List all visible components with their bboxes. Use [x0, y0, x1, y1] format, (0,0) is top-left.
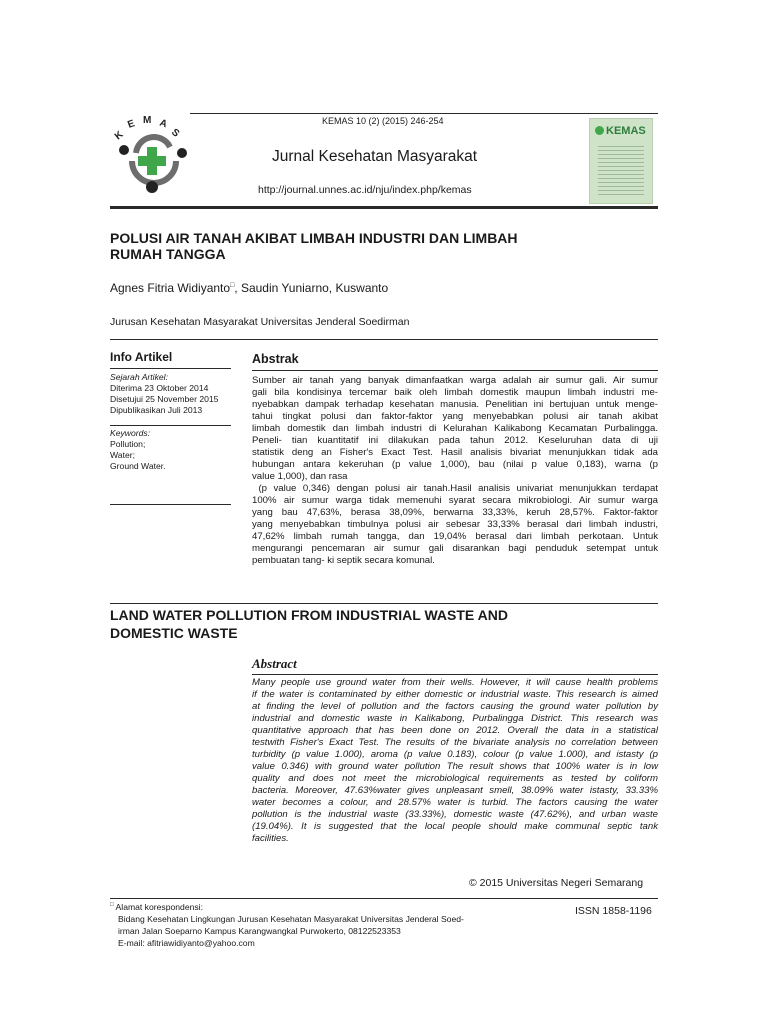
correspondence-marker: □	[110, 902, 114, 908]
svg-text:M: M	[143, 115, 152, 126]
abstrak-line: Peneli- tian kuantitatif ini dilakukan pada tahun 2012. Keseluruhan data di uji	[252, 435, 658, 446]
abstract-line: value 0.346) with ground water pollution The result shows that 100% water is in low	[252, 761, 658, 772]
copyright: © 2015 Universitas Negeri Semarang	[469, 877, 644, 889]
keyword-item: Pollution;	[110, 439, 146, 449]
keywords-label: Keywords:	[110, 428, 151, 438]
abstract-line: pollution is the industrial waste (33.33%), domestic waste (47.62%), and urban waste	[252, 809, 658, 820]
article-title-line2: RUMAH TANGGA	[110, 246, 226, 262]
abstrak-heading: Abstrak	[252, 352, 299, 366]
svg-text:K: K	[112, 129, 126, 143]
abstract-line: quantitative approach that has been done on 2012. Overall the data in a statistical	[252, 725, 658, 736]
abstract-line: Many people use ground water from their wells. However, it will cause health problems	[252, 677, 658, 688]
info-heading-rule	[110, 368, 231, 369]
history-rule	[110, 425, 231, 426]
abstract-line: bacteria. Moreover, 47.63%water gives unpleasant smell, 38.09% water istasty, 33.33%	[252, 785, 658, 796]
date-approved: Disetujui 25 November 2015	[110, 394, 219, 404]
abstract-heading-rule	[252, 674, 658, 675]
abstrak-line: yang bau 47,63%, berasa 38,09%, berwarna 33,33%, keruh 28,57%. Faktor-faktor	[252, 507, 658, 518]
author-first: Agnes Fitria Widiyanto	[110, 281, 231, 295]
abstract-line: at finding the level of pollution and the factors causing the ground water pollution by	[252, 701, 658, 712]
journal-url[interactable]: http://journal.unnes.ac.id/nju/index.php/kemas	[258, 184, 472, 196]
abstrak-line: gali bila kondisinya tercemar baik oleh limbah domestik maupun limbah industri me-	[252, 387, 658, 398]
authors	[110, 281, 388, 295]
header-bottom-rule	[110, 206, 658, 209]
date-received: Diterima 23 Oktober 2014	[110, 383, 209, 393]
english-title-line2: DOMESTIC WASTE	[110, 625, 238, 641]
abstract-line: water becomes a colour, and 28.57% water is turbid. The factors causing the water	[252, 797, 658, 808]
svg-text:S: S	[169, 126, 182, 140]
abstract-line: industrial and domestic waste in Kalikabong, Purbalingga District. This research was	[252, 713, 658, 724]
keywords-rule	[110, 504, 231, 505]
cover-title: KEMAS	[606, 125, 646, 137]
keyword-item: Ground Water.	[110, 461, 166, 471]
header-top-rule	[190, 113, 658, 114]
abstrak-line: pembuatan tang- ki septik secara komunal.	[252, 555, 435, 566]
correspondence-mark: □	[230, 282, 235, 289]
article-title-line1: POLUSI AIR TANAH AKIBAT LIMBAH INDUSTRI DAN LIMBAH	[110, 230, 518, 246]
affiliation-rule	[110, 339, 658, 340]
correspondence-heading: Alamat korespondensi:	[115, 902, 203, 912]
abstrak-line: nyebabkan dampak terhadap kesehatan manusia. Penelitian ini bertujuan untuk menge-	[252, 399, 658, 410]
abstrak-line: yang menyebabkan timbulnya polusi air sebesar 33,33% berasal dari limbah industri,	[252, 519, 658, 530]
abstract-line: if the water is contaminated by either domestic or industrial waste. This research is aimed	[252, 689, 658, 700]
abstrak-line: 100% air sumur warga tidak memenuhi syarat secara mikrobiologi. Air sumur warga	[252, 495, 658, 506]
english-title-line1: LAND WATER POLLUTION FROM INDUSTRIAL WASTE AND	[110, 607, 508, 623]
svg-text:A: A	[157, 117, 169, 131]
abstract-line: quality and does not meet the microbiological requirements as tested by coliform	[252, 773, 658, 784]
abstrak-line: tahui tingkat polusi dan faktor-faktor yang menyebabkan polusi air tanah akibat	[252, 411, 658, 422]
footer-rule	[110, 898, 658, 899]
abstract-line: (19.04%). It is suggested that the local people should make communal septic tank	[252, 821, 658, 832]
correspondence-label	[110, 902, 203, 912]
author-rest: , Saudin Yuniarno, Kuswanto	[234, 281, 389, 295]
journal-cover	[589, 118, 653, 204]
abstrak-line: hubungan antara kekeruhan (p value 1,000), bau (nilai p value 0,183), warna (p	[252, 459, 658, 470]
abstrak-line: 47,62% limbah rumah tangga, dan 19,04% berasal dari limbah perkotaan. Untuk	[252, 531, 658, 542]
correspondence-email[interactable]: E-mail: afitriawidiyanto@yahoo.com	[118, 938, 255, 948]
kemas-logo-graphic	[110, 113, 194, 195]
abstract-heading: Abstract	[252, 656, 297, 671]
abstrak-line: (p value 0,346) dengan polusi air tanah.Hasil analisis univariat menunjukkan terdapat	[252, 483, 658, 494]
correspondence-line: irman Jalan Soeparno Kampus Karangwangkal Purwokerto, 08122523353	[118, 926, 401, 936]
abstrak-line: mengurangi pencemaran air sumur gali disarankan bagi penduduk setempat untuk	[252, 543, 658, 554]
info-heading: Info Artikel	[110, 350, 173, 364]
kemas-logo	[110, 113, 194, 195]
citation: KEMAS 10 (2) (2015) 246-254	[322, 116, 444, 126]
issn: ISSN 1858-1196	[575, 905, 652, 917]
english-title-rule	[110, 603, 658, 604]
svg-text:E: E	[126, 118, 137, 131]
journal-title: Jurnal Kesehatan Masyarakat	[272, 148, 478, 165]
abstract-line: testwith Fisher's Exact Test. The results of the bivariate analysis no correlation between	[252, 737, 658, 748]
history-label: Sejarah Artikel:	[110, 372, 168, 382]
abstract-line: facilities.	[252, 833, 289, 844]
abstract-body	[252, 677, 658, 845]
abstrak-heading-rule	[252, 370, 658, 371]
cover-text-block	[598, 143, 644, 197]
abstrak-line: Sumber air tanah yang banyak dimanfaatkan warga adalah air sumur gali. Air sumur	[252, 375, 658, 386]
abstrak-line: statistik deng an Fisher's Exact Test. Hasil analisis bivariat menunjukkan tidak ada	[252, 447, 658, 458]
keyword-item: Water;	[110, 450, 135, 460]
abstrak-line: limbah domestik dan limbah industri di Kelurahan Kalikabong Kecamatan Purbalingga.	[252, 423, 658, 434]
cover-logo-icon	[595, 126, 604, 135]
correspondence-line: Bidang Kesehatan Lingkungan Jurusan Kesehatan Masyarakat Universitas Jenderal Soed-	[118, 914, 464, 924]
abstrak-body	[252, 375, 658, 567]
date-published: Dipublikasikan Juli 2013	[110, 405, 203, 415]
affiliation: Jurusan Kesehatan Masyarakat Universitas Jenderal Soedirman	[110, 316, 410, 328]
abstrak-line: value 1,000), dan rasa	[252, 471, 348, 482]
abstract-line: turbidity (p value 1.000), aroma (p value 0.183), colour (p value 1.000), and istasty (p	[252, 749, 658, 760]
